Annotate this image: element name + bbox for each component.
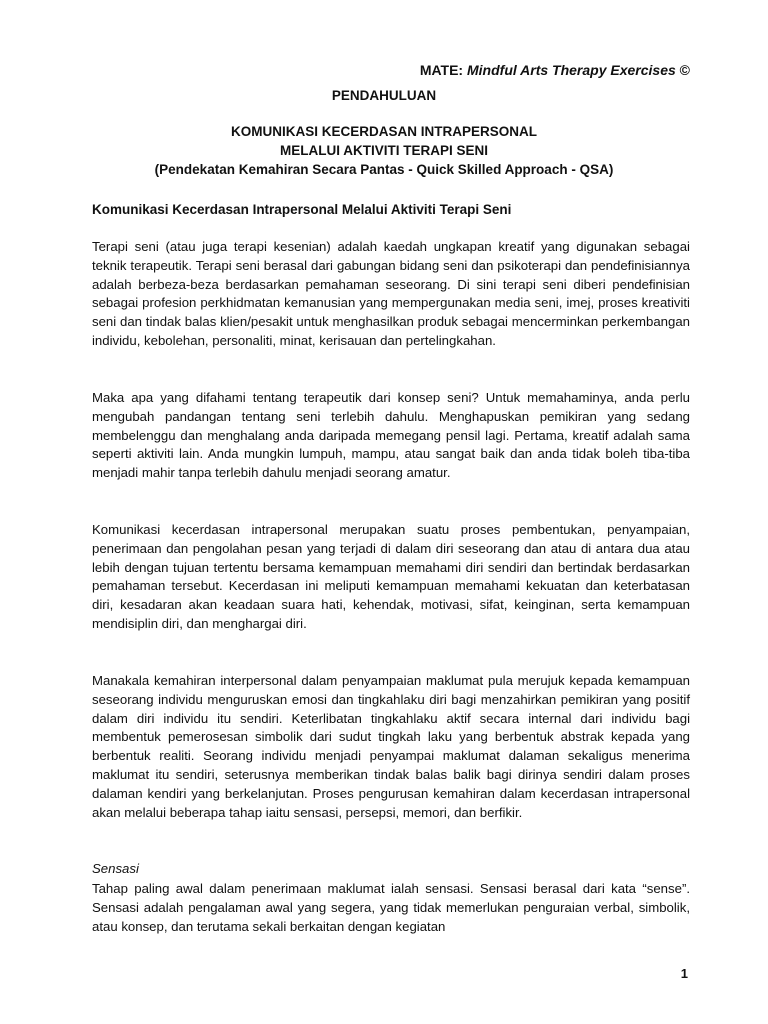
document-header <box>420 62 690 78</box>
paragraph-1: Terapi seni (atau juga terapi kesenian) adalah kaedah ungkapan kreatif yang digunakan sebagai teknik terapeutik. Terapi seni berasal dari gabungan bidang seni dan psikoterapi dan pendefinisiannya adalah berbeza-beza berdasarkan pemahaman seseorang. Di sini terapi seni diberi pendefinisian sebagai profesion perkhidmatan kemanusian yang mempergunakan media seni, imej, proses kreativiti seni dan tindak balas klien/pesakit untuk menghasilkan produk sebagai mencerminkan perkembangan individu, kebolehan, personaliti, minat, kerisauan dan pertelingkahan. <box>92 239 690 348</box>
main-title-line-3: (Pendekatan Kemahiran Secara Pantas - Quick Skilled Approach - QSA) <box>154 162 614 177</box>
subsection-paragraph: Tahap paling awal dalam penerimaan maklumat ialah sensasi. Sensasi berasal dari kata “sense”. Sensasi adalah pengalaman awal yang segera, yang tidak memerlukan penguraian verbal, simbolik, atau konsep, dan terutama sekali berkaitan dengan kegiatan <box>92 881 690 934</box>
main-title-line-1: KOMUNIKASI KECERDASAN INTRAPERSONAL <box>230 124 537 139</box>
page-number: 1 <box>680 966 688 981</box>
intro-heading: PENDAHULUAN <box>331 88 437 103</box>
subsection-heading: Sensasi <box>92 861 139 876</box>
paragraph-3: Komunikasi kecerdasan intrapersonal merupakan suatu proses pembentukan, penyampaian, penerimaan dan pengolahan pesan yang terjadi di dalam diri seseorang dan atau di antara dua atau lebih dengan tujuan tertentu bersama kemampuan memahami diri sendiri dan bertindak berdasarkan pemahaman tersebut. Kecerdasan ini meliputi kemampuan memahami kekuatan dan keterbatasan diri, kesadaran akan keadaan suara hati, kehendak, motivasi, sifat, keinginan, serta kemampuan mendisiplin diri, dan menghargai diri. <box>92 522 690 631</box>
paragraph-4: Manakala kemahiran interpersonal dalam penyampaian maklumat pula merujuk kepada kemampuan seseorang individu menguruskan emosi dan tingkahlaku diri bagi menzahirkan pemikiran yang positif dalam diri individu itu sendiri. Keterlibatan tingkahlaku aktif secara internal dari individu bagi membentuk pemerosesan simbolik dari sudut tingkah laku yang berbentuk abstrak kepada yang berbentuk realiti. Seorang individu menjadi penyampai maklumat dalaman sekaligus menerima maklumat itu sendiri, seterusnya memberikan tindak balas balik bagi dirinya sendiri dalam proses dalaman kendiri yang berkelanjutan. Proses pengurusan kemahiran dalam kecerdasan intrapersonal akan melalui beberapa tahap iaitu sensasi, persepsi, memori, dan berfikir. <box>92 673 690 820</box>
header-suffix: © <box>675 62 690 78</box>
paragraph-2: Maka apa yang difahami tentang terapeutik dari konsep seni? Untuk memahaminya, anda perlu mengubah pandangan tentang seni terlebih dahulu. Menghapuskan pemikiran yang sedang membelenggu dan menghalang anda daripada memegang pensil lagi. Pertama, kreatif adalah sama seperti aktiviti lain. Anda mungkin lumpuh, mampu, atau sangat baik dan anda tidak boleh tiba-tiba menjadi mahir tanpa terlebih dahulu menjadi seorang amatur. <box>92 390 690 481</box>
section-title: Komunikasi Kecerdasan Intrapersonal Melalui Aktiviti Terapi Seni <box>92 202 512 217</box>
header-title: Mindful Arts Therapy Exercises <box>467 62 676 78</box>
main-title-line-2: MELALUI AKTIVITI TERAPI SENI <box>279 143 488 158</box>
header-prefix: MATE: <box>419 62 467 78</box>
